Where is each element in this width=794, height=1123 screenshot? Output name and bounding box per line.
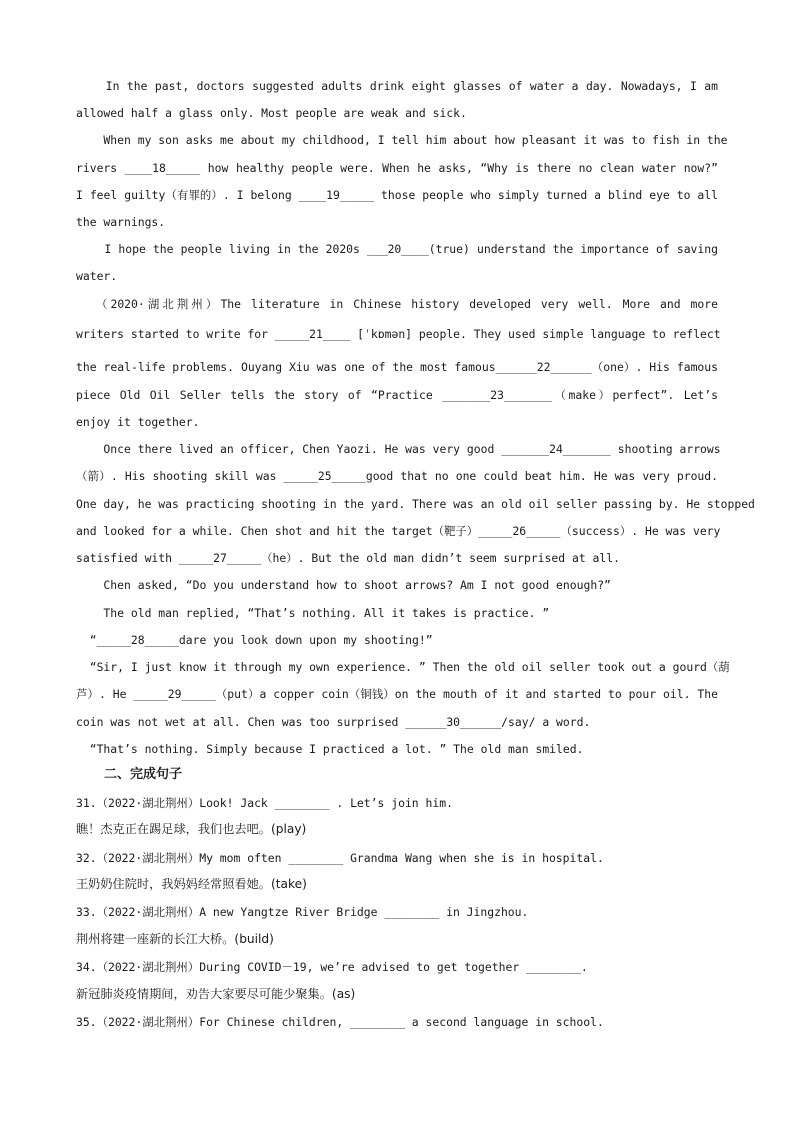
passage-line: “_____28_____dare you look down upon my shooting!” [76,633,433,647]
passage-line: and looked for a while. Chen shot and hit the target（靶子）_____26_____（success）. He was very [76,524,721,538]
passage-line: In the past, doctors suggested adults drink eight glasses of water a day. Nowadays, I am [76,79,718,93]
passage-line: The old man replied, “That’s nothing. All it takes is practice. ” [76,606,550,620]
passage-line: 芦）. He _____29_____（put）a copper coin（铜钱）on the mouth of it and started to pour oil. The [76,687,718,701]
passage-line: One day, he was practicing shooting in the yard. There was an old oil seller passing by. He stopped [76,497,755,511]
passage-line: the real-life problems. Ouyang Xiu was one of the most famous______22______（one）. His famous [76,360,718,374]
passage-line: water. [76,269,118,283]
passage-line: Once there lived an officer, Chen Yaozi. He was very good _______24_______ shooting arrows [76,442,721,456]
passage-line: rivers ____18_____ how healthy people were. When he asks, “Why is there no clean water now?” [76,161,718,175]
question-line: 33.（2022·湖北荆州）A new Yangtze River Bridge ________ in Jingzhou. [76,905,529,919]
question-line: 31.（2022·湖北荆州）Look! Jack ________ . Let’s join him. [76,796,453,810]
question-line: 35.（2022·湖北荆州）For Chinese children, ________ a second language in school. [76,1015,604,1029]
passage-line: When my son asks me about my childhood, I tell him about how pleasant it was to fish in the [76,133,728,147]
passage-line: satisfied with _____27_____（he）. But the old man didn’t seem surprised at all. [76,551,620,565]
question-hint: 新冠肺炎疫情期间，劝告大家要尽可能少聚集。(as) [76,987,356,1001]
passage-line: Chen asked, “Do you understand how to shoot arrows? Am I not good enough?” [76,578,611,592]
section-heading: 二、完成句子 [104,767,183,782]
passage-line: the warnings. [76,215,166,229]
question-line: 34.（2022·湖北荆州）During COVID－19, we’re advised to get together ________. [76,960,588,974]
passage-line: （2020·湖北荆州）The literature in Chinese history developed very well. More and more [76,297,718,311]
passage-line: coin was not wet at all. Chen was too surprised ______30______/say/ a word. [76,715,591,729]
passage-line: writers started to write for _____21____ [ˈkɒmən] people. They used simple language to reflect [76,327,721,341]
passage-line: piece Old Oil Seller tells the story of “Practice _______23_______（make）perfect”. Let’s [76,388,718,402]
question-hint: 瞧！杰克正在踢足球，我们也去吧。(play) [76,822,307,836]
passage-line: enjoy it together. [76,415,200,429]
question-line: 32.（2022·湖北荆州）My mom often ________ Grandma Wang when she is in hospital. [76,851,604,865]
passage-line: I hope the people living in the 2020s ___20____(true) understand the importance of saving [76,242,718,256]
passage-line: allowed half a glass only. Most people are weak and sick. [76,106,467,120]
passage-line: I feel guilty（有罪的）. I belong ____19_____ those people who simply turned a blind eye to all [76,188,718,202]
question-hint: 荆州将建一座新的长江大桥。(build) [76,932,274,946]
question-hint: 王奶奶住院时，我妈妈经常照看她。(take) [76,877,307,891]
passage-line: “Sir, I just know it through my own experience. ” Then the old oil seller took out a gourd（葫 [76,660,730,674]
passage-line: （箭）. His shooting skill was _____25_____good that no one could beat him. He was very proud. [76,469,718,483]
passage-line: “That’s nothing. Simply because I practiced a lot. ” The old man smiled. [76,742,584,756]
